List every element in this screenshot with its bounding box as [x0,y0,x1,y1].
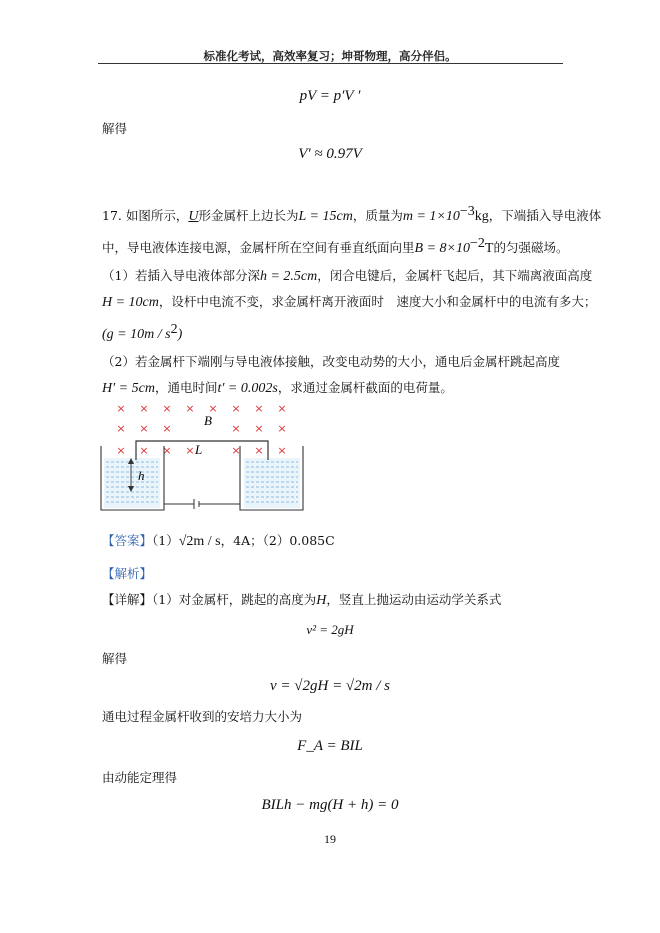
field-cross: × [185,402,195,415]
header-rule [98,63,563,64]
detail-line-ampere: 通电过程金属杆收到的安培力大小为 [102,709,303,724]
field-cross: × [116,402,126,415]
detail-solve-label: 解得 [102,651,128,666]
question-1-gravity: $(g = 10m / s^2)$ [102,322,183,343]
equation-velocity: v = √2gH = √2m / s [269,678,391,694]
rod-length-label: L [195,442,203,457]
equation-volume: V′ ≈ 0.97V [298,146,362,162]
field-cross: × [277,422,287,435]
field-label-b: B [204,413,212,428]
field-cross: × [139,422,149,435]
solve-label: 解得 [102,121,128,136]
field-cross: × [277,402,287,415]
answer-speed: √2m / s [178,534,221,549]
field-cross: × [139,444,149,457]
detail-line-energy: 由动能定理得 [102,770,178,785]
field-cross: × [254,422,264,435]
equation-energy: BILh − mg(H + h) = 0 [261,797,399,813]
field-cross: × [185,444,195,457]
field-cross: × [162,422,172,435]
answer-line: 【答案】（1）√2m / s，4A；（2）0.085C [102,533,335,549]
battery-circuit [164,499,240,509]
field-cross: × [116,422,126,435]
problem-figure [96,398,316,518]
field-cross: × [208,402,218,415]
answer-tag: 【答案】 [102,533,153,548]
detail-line-1: 【详解】（1）对金属杆，跳起的高度为H，竖直上抛运动由运动学关系式 [102,592,502,608]
equation-ampere-force: F_A = BIL [297,738,363,754]
question-1-line-1: （1）若插入导电液体部分深h = 2.5cm，闭合电键后，金属杆飞起后，其下端离液面高度 [102,268,593,284]
field-cross: × [162,402,172,415]
field-cross: × [116,444,126,457]
field-cross: × [277,444,287,457]
field-cross: × [254,402,264,415]
field-cross: × [162,444,172,457]
equation-gas-law: pV = p′V ′ [299,88,361,104]
problem-line-1: 17. 如图所示，U形金属杆上边长为L = 15cm，质量为$m = 1\times 10^{-3}kg$，下端插入导电液体 [102,204,602,225]
question-2-line-2: H′ = 5cm，通电时间t′ = 0.002s，求通过金属杆截面的电荷量。 [102,380,453,396]
problem-line-2: 中，导电液体连接电源，金属杆所在空间有垂直纸面向里$B = 8\times 10^{-2}T$的匀强磁场。 [102,236,569,257]
conductive-liquid [104,458,300,508]
field-cross: × [231,422,241,435]
equation-kinematics: v² = 2gH [306,622,354,637]
page-number: 19 [324,832,336,846]
field-cross: × [231,444,241,457]
field-cross: × [231,402,241,415]
field-cross: × [254,444,264,457]
page-header: 标准化考试，高效率复习；坤哥物理，高分伴侣。 [203,49,457,63]
analysis-tag: 【解析】 [102,566,153,581]
depth-label-h: h [138,468,145,483]
question-2-line-1: （2）若金属杆下端刚与导电液体接触，改变电动势的大小，通电后金属杆跳起高度 [102,354,560,369]
field-cross: × [139,402,149,415]
question-1-line-2: H = 10cm，设杆中电流不变，求金属杆离开液面时 速度大小和金属杆中的电流有多大； [102,294,597,310]
